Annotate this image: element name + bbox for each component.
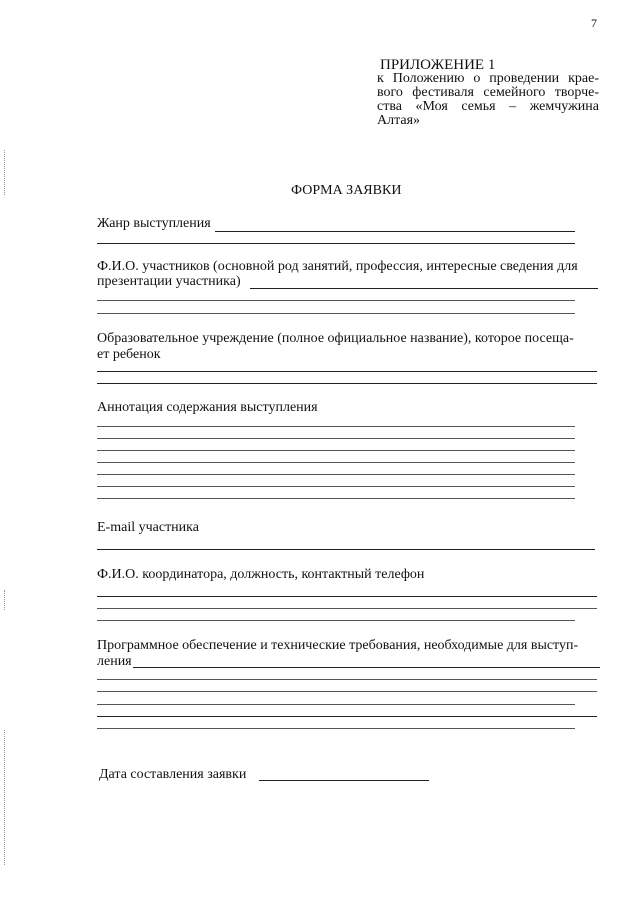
participants-field-line[interactable] [97, 300, 575, 301]
appendix-line: ства «Моя семья – жемчужина [377, 99, 599, 114]
institution-field-line[interactable] [97, 371, 597, 372]
software-field-line[interactable] [133, 667, 600, 668]
participants-label: Ф.И.О. участников (основной род занятий, профессия, интересные сведения для [97, 259, 578, 274]
email-label: E-mail участника [97, 520, 199, 535]
coordinator-field-line[interactable] [97, 596, 597, 597]
annotation-field-line[interactable] [97, 426, 575, 427]
software-label: Программное обеспечение и технические требования, необходимые для выступ- [97, 638, 579, 653]
software-field-line[interactable] [97, 728, 575, 729]
software-field-line[interactable] [97, 691, 597, 692]
participants-label: презентации участника) [97, 274, 241, 289]
annotation-field-line[interactable] [97, 474, 575, 475]
annotation-field-line[interactable] [97, 486, 575, 487]
page-number: 7 [591, 16, 597, 30]
software-label: ления [97, 654, 132, 669]
institution-field-line[interactable] [97, 383, 597, 384]
appendix-line: Алтая» [377, 113, 421, 128]
annotation-field-line[interactable] [97, 438, 575, 439]
date-field-line[interactable] [259, 780, 429, 781]
genre-field-line[interactable] [215, 231, 575, 232]
software-field-line[interactable] [97, 716, 597, 717]
participants-field-line[interactable] [250, 288, 598, 289]
appendix-title: ПРИЛОЖЕНИЕ 1 [380, 57, 496, 73]
coordinator-field-line[interactable] [97, 620, 575, 621]
institution-label: ет ребенок [97, 347, 161, 362]
form-title: ФОРМА ЗАЯВКИ [291, 183, 402, 198]
software-field-line[interactable] [97, 679, 597, 680]
annotation-field-line[interactable] [97, 450, 575, 451]
scan-edge-marks-top [4, 150, 5, 195]
coordinator-field-line[interactable] [97, 608, 597, 609]
scan-edge-marks-middle [4, 590, 5, 610]
annotation-field-line[interactable] [97, 498, 575, 499]
coordinator-label: Ф.И.О. координатора, должность, контактный телефон [97, 567, 425, 582]
software-field-line[interactable] [97, 704, 575, 705]
appendix-line: к Положению о проведении крае- [377, 71, 599, 86]
scan-edge-marks-bottom [4, 730, 5, 865]
institution-label: Образовательное учреждение (полное официальное название), которое посеща- [97, 331, 574, 346]
annotation-field-line[interactable] [97, 462, 575, 463]
participants-field-line[interactable] [97, 313, 575, 314]
genre-label: Жанр выступления [97, 216, 211, 231]
appendix-block [377, 58, 599, 128]
genre-field-line[interactable] [97, 243, 575, 244]
appendix-line: вого фестиваля семейного творче- [377, 85, 599, 100]
email-field-line[interactable] [97, 549, 595, 550]
date-label: Дата составления заявки [99, 767, 247, 782]
annotation-label: Аннотация содержания выступления [97, 400, 318, 415]
